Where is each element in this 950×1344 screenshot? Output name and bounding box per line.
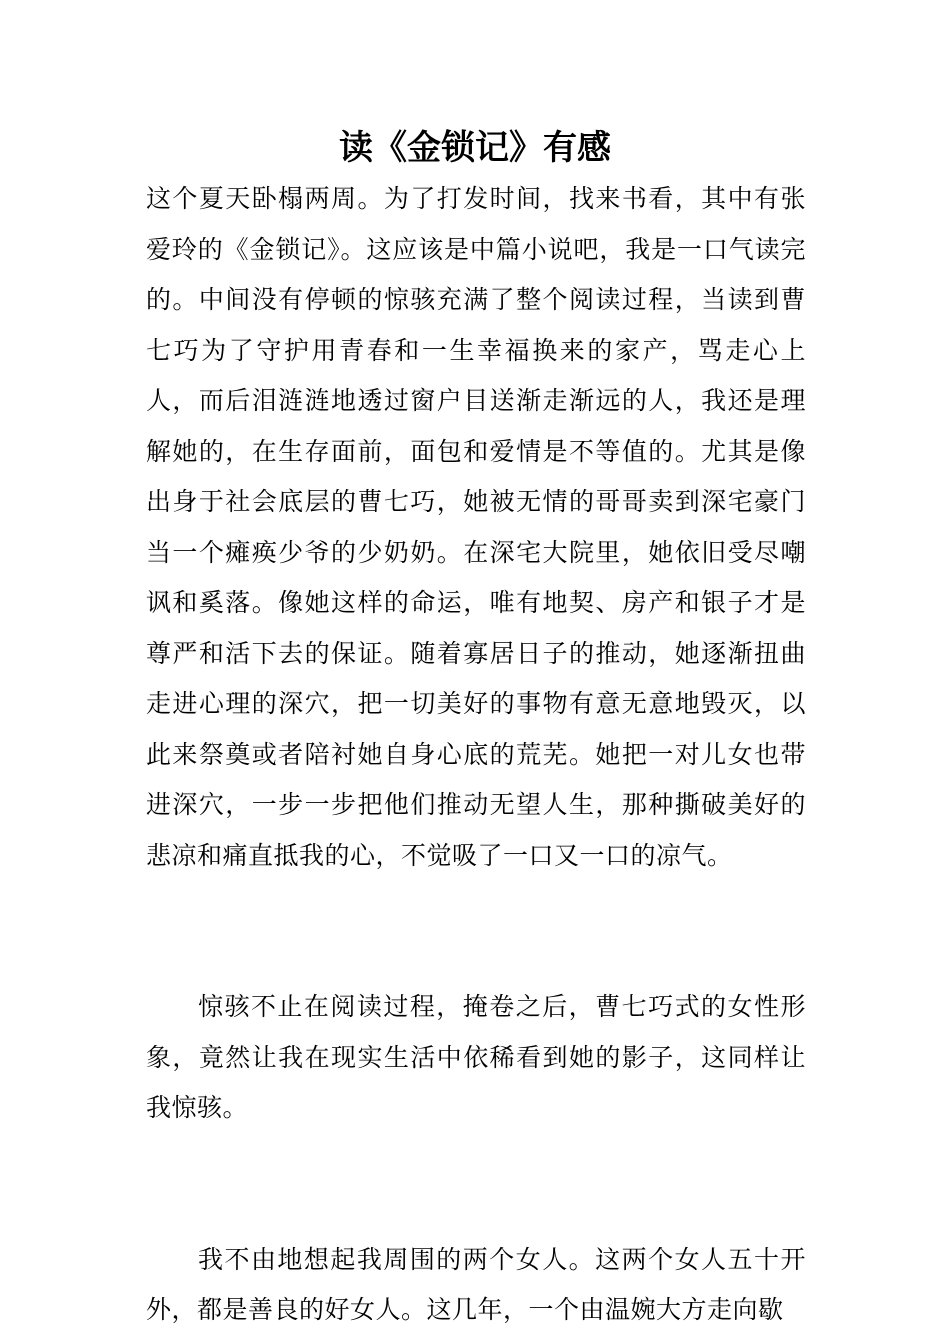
paragraph-3: 我不由地想起我周围的两个女人。这两个女人五十开外，都是善良的好女人。这几年，一个由温婉大方走向歇: [146, 1244, 806, 1324]
paragraph-spacer: [146, 881, 806, 932]
paragraph-spacer: [146, 1184, 806, 1235]
document-body: [146, 174, 806, 1336]
paragraph-1: 这个夏天卧榻两周。为了打发时间，找来书看，其中有张爱玲的《金锁记》。这应该是中篇小说吧，我是一口气读完的。中间没有停顿的惊骇充满了整个阅读过程，当读到曹七巧为了守护用青春和一生幸福换来的家产，骂走心上人，而后泪涟涟地透过窗户目送渐走渐远的人，我还是理解她的，在生存面前，面包和爱情是不等值的。尤其是像出身于社会底层的曹七巧，她被无情的哥哥卖到深宅豪门当一个瘫痪少爷的少奶奶。在深宅大院里，她依旧受尽嘲讽和奚落。像她这样的命运，唯有地契、房产和银子才是尊严和活下去的保证。随着寡居日子的推动，她逐渐扭曲走进心理的深穴，把一切美好的事物有意无意地毁灭，以此来祭奠或者陪衬她自身心底的荒芜。她把一对儿女也带进深穴，一步一步把他们推动无望人生，那种撕破美好的悲凉和痛直抵我的心，不觉吸了一口又一口的凉气。: [146, 184, 806, 870]
paragraph-2: 惊骇不止在阅读过程，掩卷之后，曹七巧式的女性形象，竟然让我在现实生活中依稀看到她的影子，这同样让我惊骇。: [146, 992, 806, 1122]
paragraph-spacer: [146, 1134, 806, 1185]
paragraph-spacer: [146, 932, 806, 983]
document-title: 读《金锁记》有感: [339, 128, 611, 168]
